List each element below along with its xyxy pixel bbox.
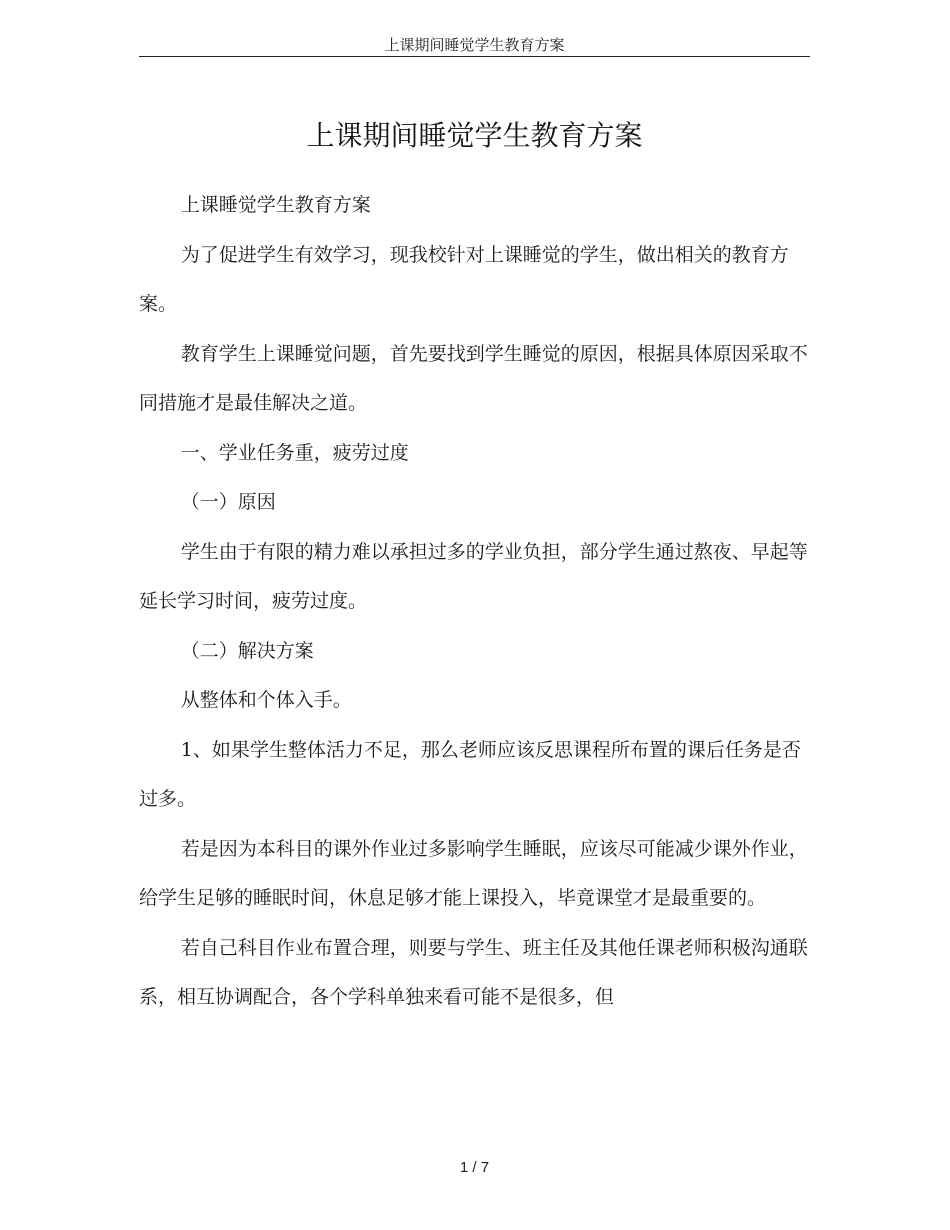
section-heading: 一、学业任务重，疲劳过度 bbox=[180, 441, 409, 464]
paragraph-cause: 学生由于有限的精力难以承担过多的学业负担，部分学生通过熬夜、早起等延长学习时间，疲劳过度。 bbox=[139, 540, 808, 612]
document-title: 上课期间睡觉学生教育方案 bbox=[306, 119, 643, 152]
paragraph-item-1: 1、如果学生整体活力不足，那么老师应该反思课程所布置的课后任务是否过多。 bbox=[139, 738, 801, 810]
paragraph-subtitle: 上课睡觉学生教育方案 bbox=[180, 194, 371, 216]
paragraph-intro: 为了促进学生有效学习，现我校针对上课睡觉的学生，做出相关的教育方案。 bbox=[139, 243, 789, 315]
paragraph-homework: 若是因为本科目的课外作业过多影响学生睡眠，应该尽可能减少课外作业，给学生足够的睡眠时间，休息足够才能上课投入，毕竟课堂才是最重要的。 bbox=[139, 837, 808, 909]
subsection-heading-cause: （一）原因 bbox=[180, 491, 276, 513]
running-header: 上课期间睡觉学生教育方案 bbox=[384, 36, 565, 54]
document-body bbox=[139, 181, 810, 1023]
page-number: 1 / 7 bbox=[459, 1159, 490, 1176]
header-divider bbox=[139, 56, 810, 57]
paragraph-coordination: 若自己科目作业布置合理，则要与学生、班主任及其他任课老师积极沟通联系，相互协调配合，各个学科单独来看可能不是很多，但 bbox=[139, 936, 808, 1008]
subsection-heading-solution: （二）解决方案 bbox=[180, 639, 314, 662]
paragraph-approach: 教育学生上课睡觉问题，首先要找到学生睡觉的原因，根据具体原因采取不同措施才是最佳解决之道。 bbox=[139, 342, 808, 414]
paragraph-solution-intro: 从整体和个体入手。 bbox=[180, 689, 352, 711]
